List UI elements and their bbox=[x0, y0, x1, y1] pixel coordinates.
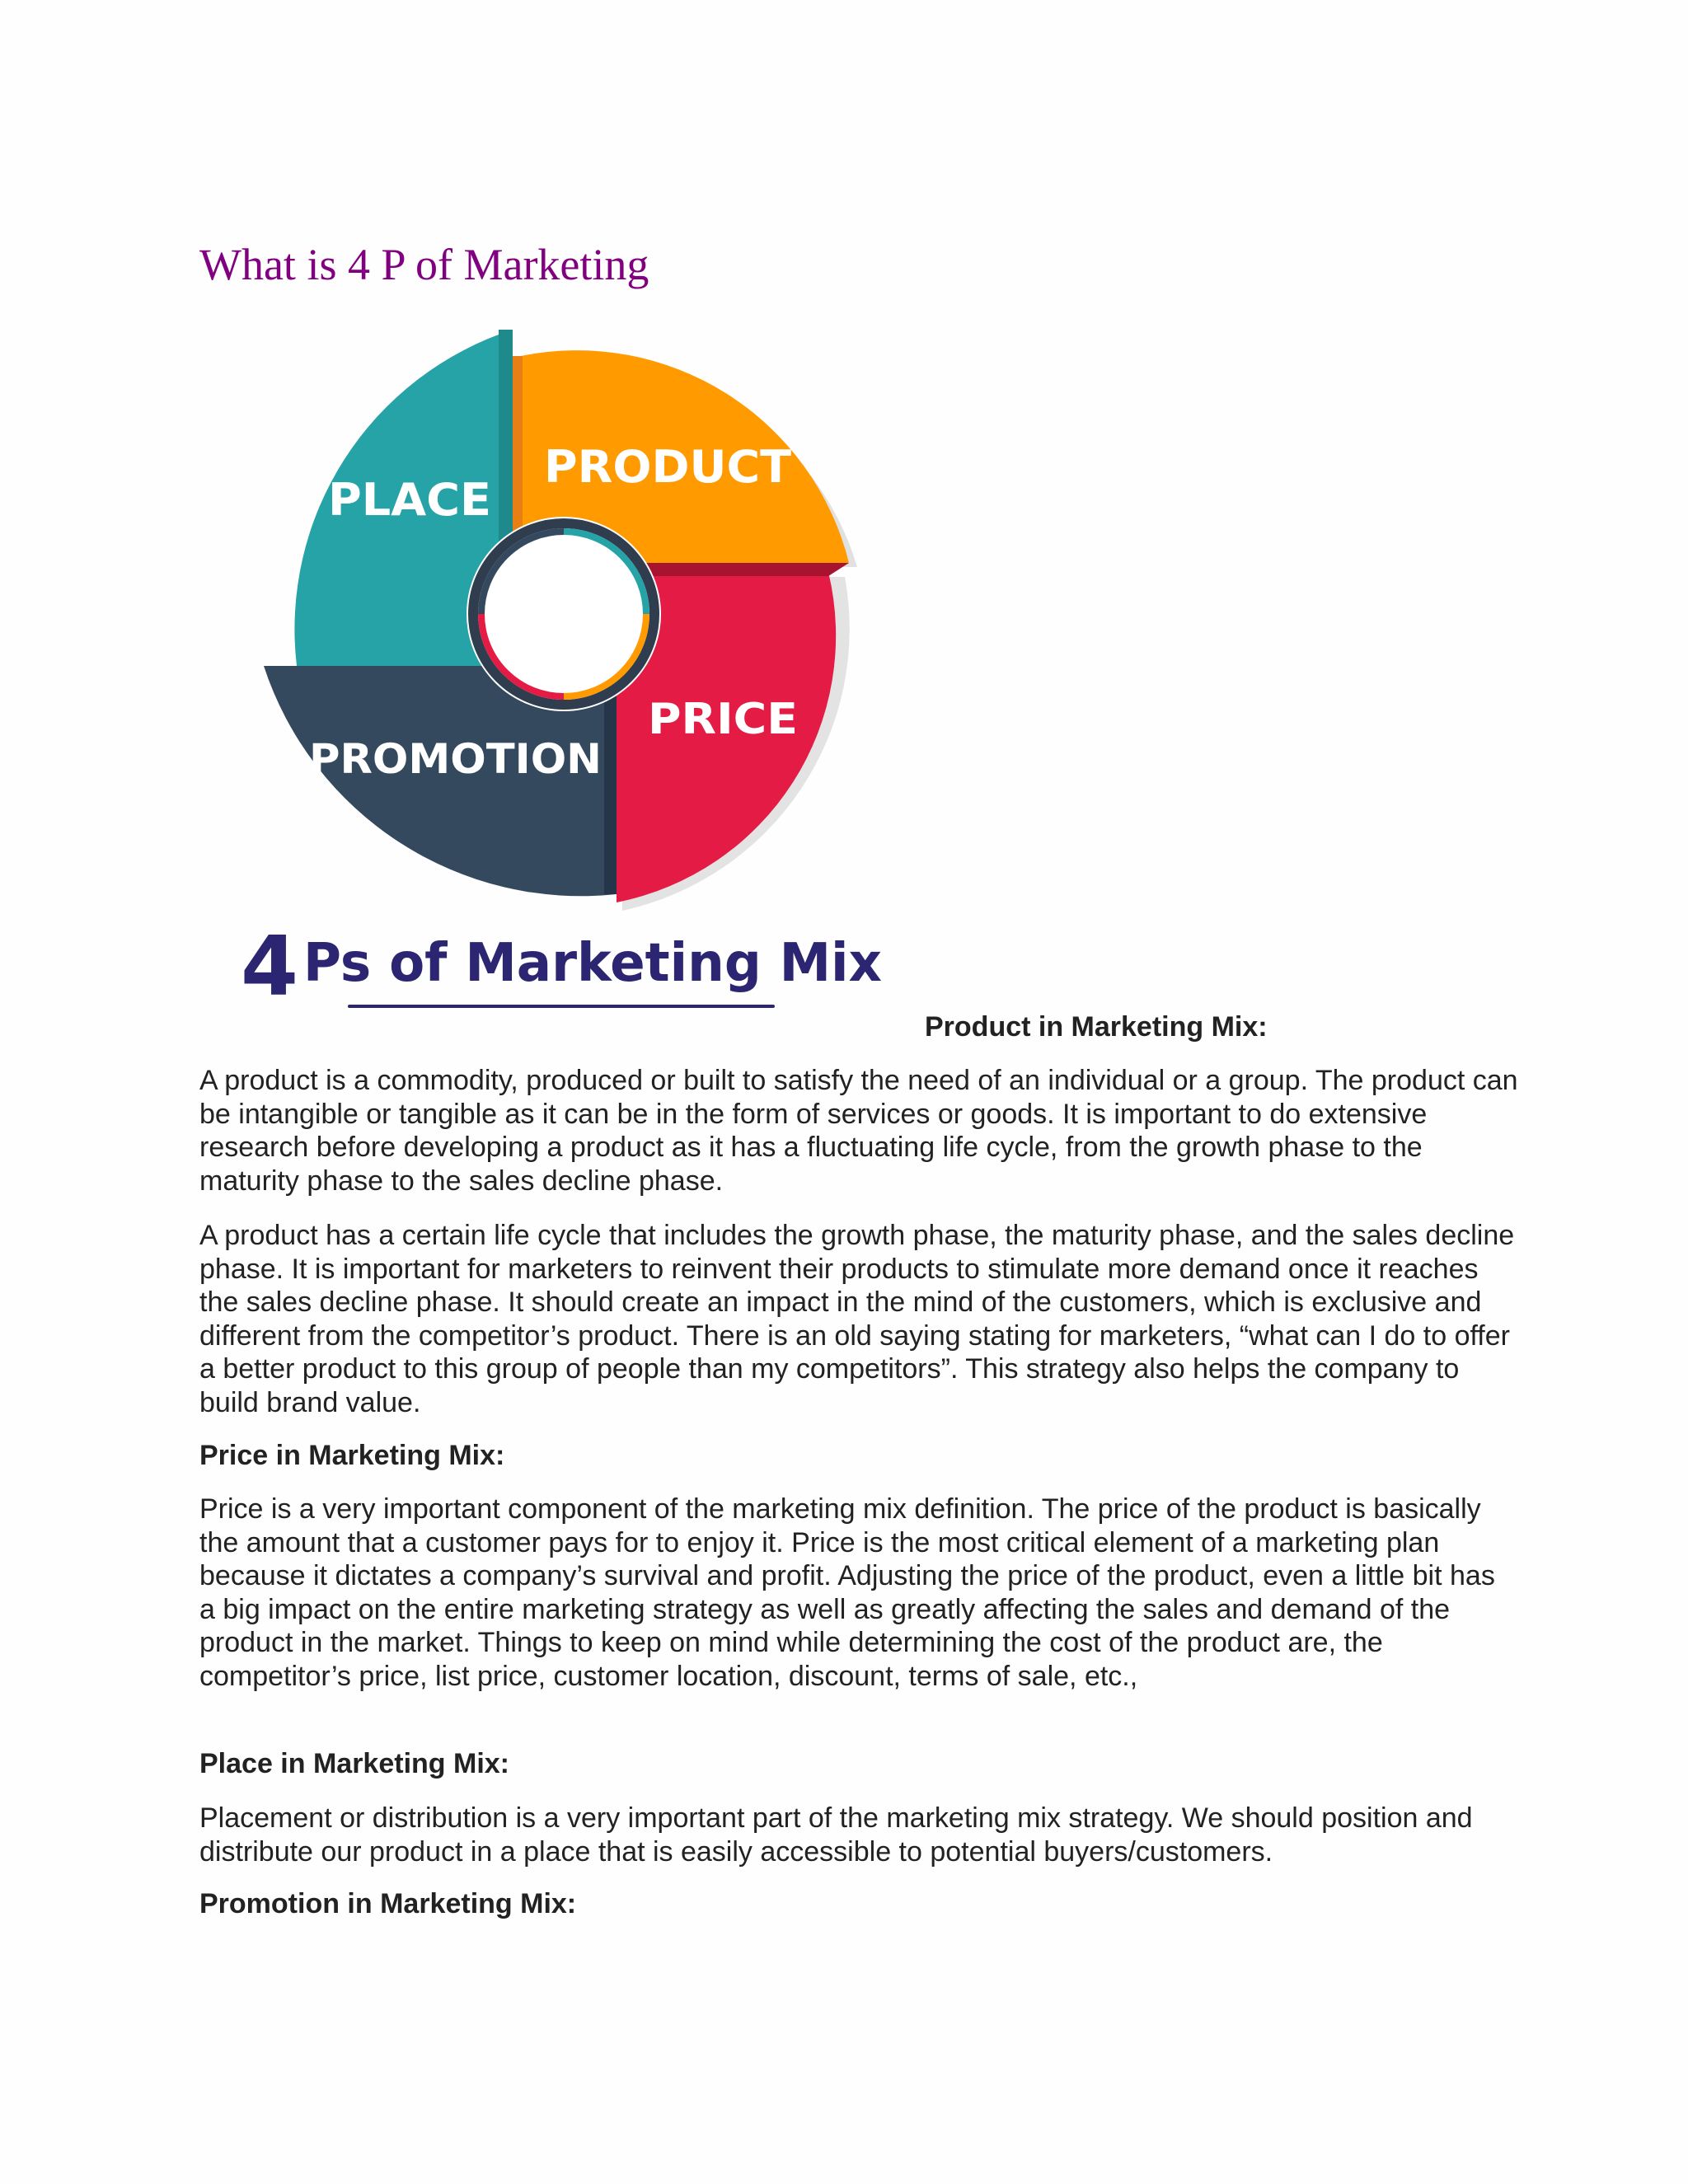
price-paragraph-1: Price is a very important component of the marketing mix definition. The price of the product is basically the amount that a customer pays for to enjoy it. Price is the most critical element of a marketing plan because it dictates a company’s survival and profit. Adjusting the price of the product, even a little bit has a big impact on the entire marketing strategy as well as greatly affecting the sales and demand of the product in the market. Things to keep on mind while determining the cost of the product are, the competitor’s price, list price, customer location, discount, terms of sale, etc., bbox=[199, 1493, 1495, 1692]
product-paragraph-2: A product has a certain life cycle that includes the growth phase, the maturity phase, and the sales decline phase. It is important for marketers to reinvent their products to stimulate more demand once it reaches the sales decline phase. It should create an impact in the mind of the customers, which is exclusive and different from the competitor’s product. There is an old saying stating for marketers, “what can I do to offer a better product to this group of people than my competitors”. This strategy also helps the company to build brand value. bbox=[199, 1220, 1515, 1418]
document-title: What is 4 P of Marketing bbox=[199, 240, 649, 289]
caption-number: 4 bbox=[241, 918, 298, 1015]
promotion-section-heading: Promotion in Marketing Mix: bbox=[199, 1888, 577, 1919]
caption-underline bbox=[348, 1005, 775, 1008]
price-section-heading: Price in Marketing Mix: bbox=[199, 1440, 505, 1471]
four-ps-diagram bbox=[239, 312, 898, 1020]
product-label: PRODUCT bbox=[544, 441, 792, 493]
place-paragraph-1: Placement or distribution is a very important part of the marketing mix strategy. We should position and distribute our product in a place that is easily accessible to potential buyers/customers. bbox=[199, 1802, 1473, 1868]
place-section-heading: Place in Marketing Mix: bbox=[199, 1748, 509, 1779]
promotion-label: PROMOTION bbox=[309, 735, 602, 783]
product-section-heading: Product in Marketing Mix: bbox=[925, 1011, 1268, 1043]
price-label: PRICE bbox=[648, 695, 798, 744]
center-circle-inner bbox=[488, 538, 640, 690]
product-paragraph-1: A product is a commodity, produced or built to satisfy the need of an individual or a group. The product can be intangible or tangible as it can be in the form of services or goods. It is important to do extensive research before developing a product as it has a fluctuating life cycle, from the growth phase to the maturity phase to the sales decline phase. bbox=[199, 1065, 1518, 1197]
place-label: PLACE bbox=[328, 474, 491, 526]
caption-text: Ps of Marketing Mix bbox=[303, 933, 882, 994]
